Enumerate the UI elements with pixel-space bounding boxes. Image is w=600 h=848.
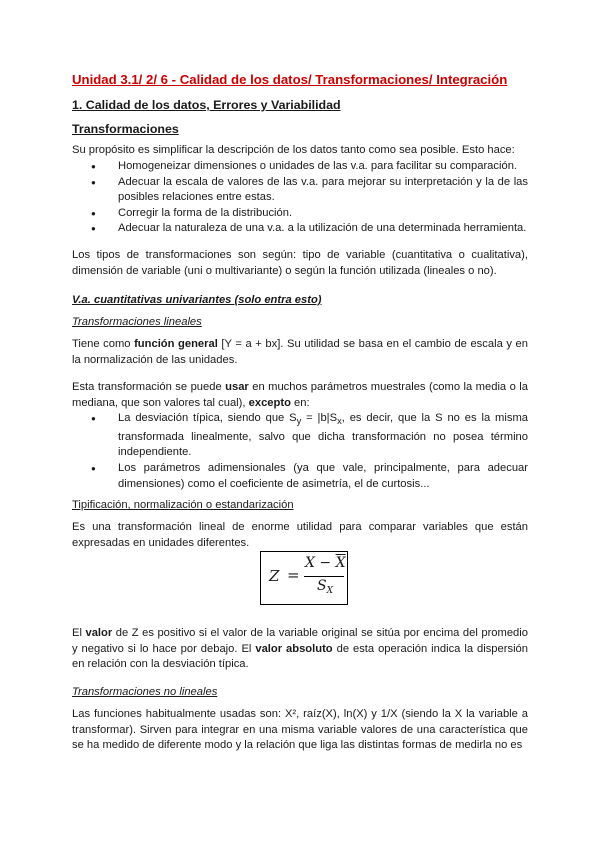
tipificacion-heading: Tipificación, normalización o estandarización (72, 499, 294, 511)
section-heading: 1. Calidad de los datos, Errores y Variabilidad (72, 98, 341, 112)
tipificacion-paragraph-1: Es una transformación lineal de enorme utilidad para comparar variables que están expresadas en unidades diferentes. (72, 521, 528, 549)
list-item: ● Adecuar la escala de valores de las v.a. para mejorar su interpretación y la de las posibles relaciones entre estas. (118, 175, 528, 206)
lineales-paragraph-1: Tiene como función general [Y = a + bx]. Su utilidad se basa en el cambio de escala y en la normalización de las unidades. (72, 338, 528, 366)
exceptions-list (72, 411, 528, 492)
nolineales-heading: Transformaciones no lineales (72, 686, 218, 698)
z-score-formula: Z = $X - \overline{X}$ $S_X$ (260, 551, 348, 605)
tipificacion-paragraph-2: El valor de Z es positivo si el valor de la variable original se sitúa por encima del promedio y negativo si lo hace por debajo. El valor absoluto de esta operación indica la dispersión en relación con la desviación típica. (72, 627, 529, 671)
tipos-paragraph: Los tipos de transformaciones son según: tipo de variable (cuantitativa o cualitativa), dimensión de variable (uni o multivariante) o según la función utilizada (lineales o no). (72, 249, 528, 277)
document-title: Unidad 3.1/ 2/ 6 - Calidad de los datos/ Transformaciones/ Integración (72, 72, 508, 87)
fraction-bar (304, 576, 344, 577)
nolineales-paragraph: Las funciones habitualmente usadas son: X², raíz(X), ln(X) y 1/X (siendo la X la variable a transformar). Sirven para integrar en una misma variable valores de una característica que se ha medido de diferente modo y la relación que liga las distintas formas de medirla no es (72, 708, 528, 752)
intro-paragraph: Su propósito es simplificar la descripción de los datos tanto como sea posible. Esto hace: (72, 144, 515, 156)
bold-text: excepto (248, 396, 291, 409)
lineales-heading: Transformaciones lineales (72, 316, 202, 328)
bold-text: valor (85, 627, 113, 639)
lineales-paragraph-2: Esta transformación se puede usar en muchos parámetros muestrales (como la media o la mediana, que son valores tal cual), excepto en: (72, 381, 528, 409)
transformaciones-heading: Transformaciones (72, 122, 179, 136)
purpose-list (72, 159, 528, 237)
list-item: ● Adecuar la naturaleza de una v.a. a la utilización de una determinada herramienta. (118, 221, 528, 237)
bold-text: función general (134, 338, 218, 350)
list-item: ● La desviación típica, siendo que $S_y = |b|S_x$, es decir, que la S no es la misma transformada linealmente, salvo que dicha transformación no posea término independiente. (118, 411, 528, 461)
bold-text: usar (225, 381, 249, 393)
va-heading: V.a. cuantitativas univariantes (solo entra esto) (72, 294, 322, 306)
formula-denominator: $S_X$ (317, 578, 334, 596)
list-item: ● Homogeneizar dimensiones o unidades de las v.a. para facilitar su comparación. (118, 159, 528, 175)
list-item: ● Los parámetros adimensionales (ya que vale, principalmente, para adecuar dimensiones) como el coeficiente de asimetría, el de curtosis... (118, 461, 528, 492)
list-item: ● Corregir la forma de la distribución. (118, 206, 528, 222)
bold-text: valor absoluto (255, 642, 333, 655)
formula-numerator: $X - \overline{X}$ (305, 555, 346, 571)
